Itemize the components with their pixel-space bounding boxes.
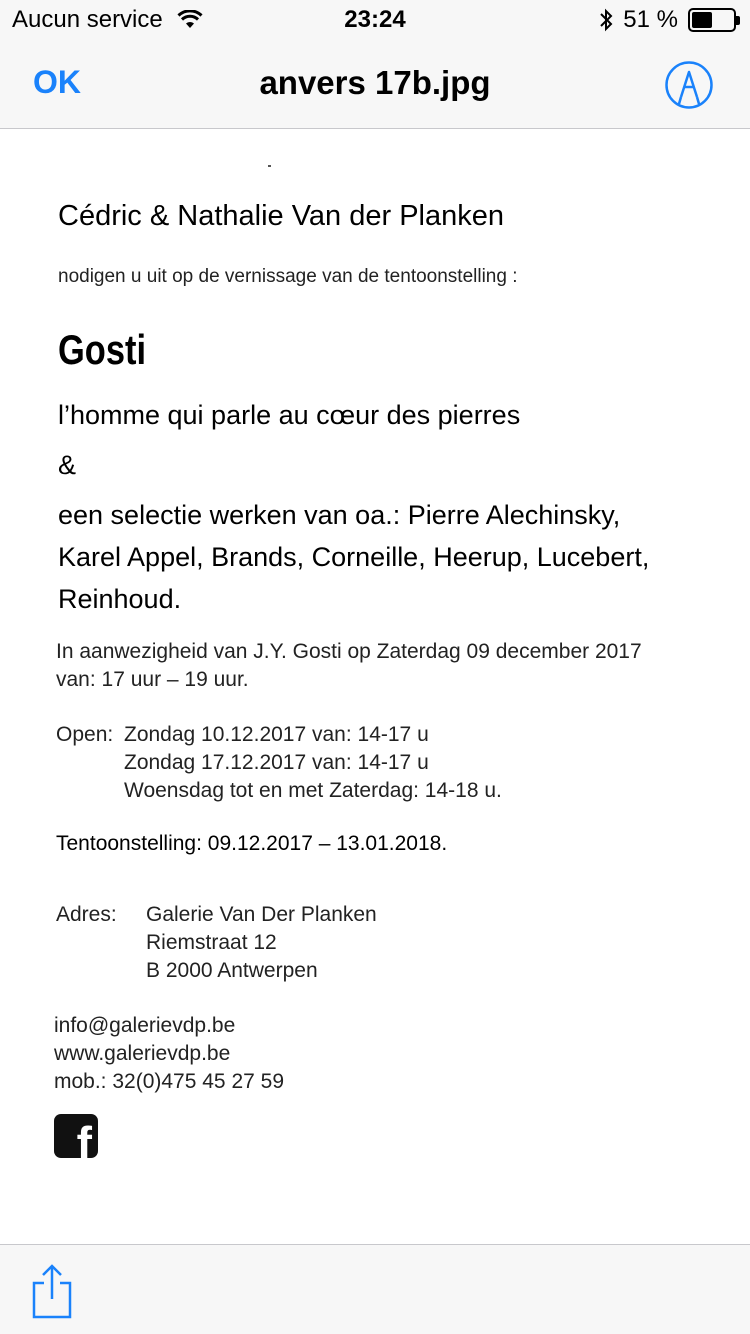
battery-level [692, 12, 712, 28]
battery-icon [688, 8, 736, 32]
open-label: Open: [56, 723, 114, 746]
battery-percent: 51 % [623, 6, 678, 33]
opening-hours-line: Woensdag tot en met Zaterdag: 14-18 u. [124, 779, 502, 802]
share-icon[interactable] [30, 1263, 74, 1319]
markup-pen-icon[interactable] [664, 60, 714, 110]
mobile-text: mob.: 32(0)475 45 27 59 [54, 1070, 284, 1093]
presence-line: van: 17 uur – 19 uur. [56, 668, 249, 691]
address-line: B 2000 Antwerpen [146, 959, 318, 982]
bluetooth-icon [599, 8, 613, 32]
website-text: www.galerievdp.be [54, 1042, 231, 1065]
status-bar [0, 0, 750, 40]
bottom-toolbar [0, 1244, 750, 1334]
address-label: Adres: [56, 903, 117, 926]
presence-line: In aanwezigheid van J.Y. Gosti op Zaterdag 09 december 2017 [56, 640, 642, 663]
clock: 23:24 [344, 6, 406, 33]
nav-bar [0, 40, 750, 129]
exhibition-dates: Tentoonstelling: 09.12.2017 – 13.01.2018. [56, 832, 448, 855]
document-image[interactable] [0, 130, 750, 1244]
status-right [599, 6, 736, 34]
host-names: Cédric & Nathalie Van der Planken [58, 200, 504, 232]
scan-speck [268, 165, 271, 167]
carrier-label: Aucun service [12, 6, 163, 33]
opening-hours-line: Zondag 10.12.2017 van: 14-17 u [124, 723, 429, 746]
facebook-icon: f [54, 1114, 98, 1158]
exhibition-subtitle: l’homme qui parle au cœur des pierres [58, 400, 521, 430]
address-line: Galerie Van Der Planken [146, 903, 377, 926]
ampersand: & [58, 450, 77, 480]
battery-tip [736, 16, 740, 25]
selection-line: Karel Appel, Brands, Corneille, Heerup, Lucebert, [58, 542, 650, 572]
email-text: info@galerievdp.be [54, 1014, 236, 1037]
opening-hours-line: Zondag 17.12.2017 van: 14-17 u [124, 751, 429, 774]
artist-name: Gosti [58, 326, 147, 373]
page-title: anvers 17b.jpg [259, 64, 491, 101]
invitation-text: nodigen u uit op de vernissage van de tentoonstelling : [58, 266, 518, 287]
selection-line: Reinhoud. [58, 584, 182, 614]
done-button[interactable]: OK [33, 64, 81, 100]
address-line: Riemstraat 12 [146, 931, 277, 954]
selection-line: een selectie werken van oa.: Pierre Alechinsky, [58, 500, 621, 530]
